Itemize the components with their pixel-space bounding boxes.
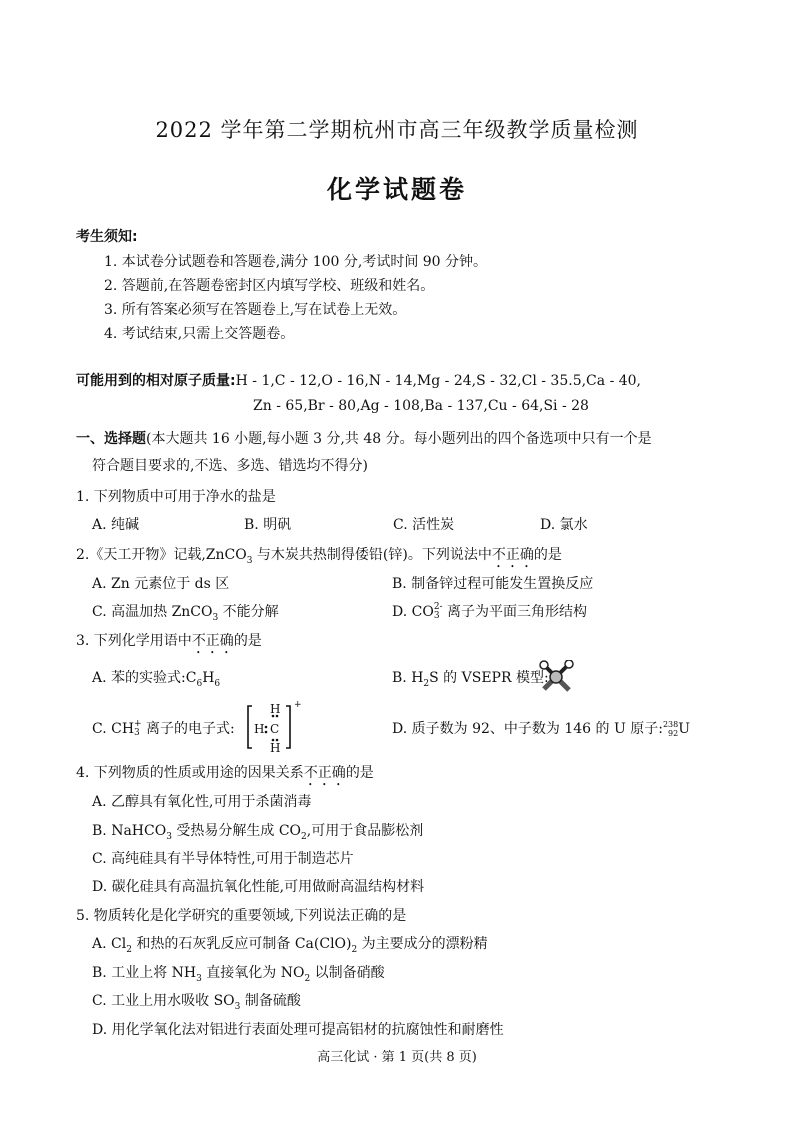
q2-stem-sub: 3	[246, 555, 253, 566]
q3-option-d-pre: D. 质子数为 92、中子数为 146 的 U 原子:	[392, 721, 663, 737]
q5-option-a-sub1: 2	[126, 944, 132, 955]
lewis-c: C	[270, 722, 280, 736]
q3-stem-pre: 3. 下列化学用语中	[76, 633, 192, 649]
section-1-heading: 一、选择题	[76, 431, 146, 447]
q1-option-c: C. 活性炭	[393, 517, 455, 533]
q1-option-a: A. 纯碱	[92, 517, 140, 533]
q3-option-a-pre: A. 苯的实验式:C	[92, 670, 197, 686]
q3-option-a	[92, 667, 220, 689]
q5-option-a-sub2: 2	[351, 944, 358, 955]
q2-option-b: B. 制备锌过程可能发生置换反应	[392, 576, 594, 592]
q3-stem-emphasis: 不正确	[191, 633, 234, 649]
q4-option-c: C. 高纯硅具有半导体特性,可用于制造芯片	[92, 851, 354, 867]
q4-stem-emphasis: 不正确	[303, 765, 346, 781]
lewis-h-left: H	[254, 722, 265, 736]
section-1-desc-1: (本大题共 16 小题,每小题 3 分,共 48 分。每小题列出的四个备选项中只有一个是	[146, 431, 652, 447]
page-subtitle: 化学试题卷	[326, 175, 467, 204]
q5-option-c-post: 制备硫酸	[240, 993, 301, 1009]
atomic-mass-label: 可能用到的相对原子质量:	[76, 373, 236, 389]
q3-option-b-pre: B. H	[392, 670, 424, 686]
q5-option-d: D. 用化学氧化法对铝进行表面处理可提高铝材的抗腐蚀性和耐磨性	[92, 1022, 504, 1038]
q5-option-c-sub: 3	[234, 1001, 241, 1012]
atomic-mass-line-1	[76, 370, 641, 390]
q3-option-c-sup: +	[134, 719, 142, 729]
q3-option-c	[92, 718, 235, 738]
q3-option-b	[392, 667, 549, 689]
q2-stem-mid: 与木炭共热制得倭铅(锌)。下列说法中	[252, 547, 492, 563]
notice-item-3: 3. 所有答案必须写在答题卷上,写在试卷上无效。	[104, 302, 407, 318]
page-footer: 高三化试 · 第 1 页(共 8 页)	[317, 1050, 477, 1065]
q2-option-d-pre: D. CO	[392, 604, 434, 620]
q3-option-a-sub2: 6	[214, 678, 221, 689]
atomic-mass-values-1: H - 1,C - 12,O - 16,N - 14,Mg - 24,S - 32,Cl - 35.5,Ca - 40,	[235, 373, 642, 389]
q5-option-a-pre: A. Cl	[92, 936, 127, 952]
q4-option-b-sub1: 3	[166, 831, 172, 842]
q2-option-c-sub: 3	[212, 612, 219, 623]
q3-option-a-mid: H	[202, 670, 215, 686]
lewis-h-top: H	[270, 702, 281, 716]
q3-stem-post: 的是	[233, 633, 262, 649]
q5-option-b-mid: 直接氧化为 NO	[201, 965, 305, 981]
q4-option-a: A. 乙醇具有氧化性,可用于杀菌消毒	[92, 794, 312, 810]
q5-option-a	[92, 933, 488, 955]
q2-option-d-post: 离子为平面三角形结构	[442, 604, 588, 620]
q4-stem-pre: 4. 下列物质的性质或用途的因果关系	[76, 765, 304, 781]
q1-option-d: D. 氯水	[540, 517, 588, 533]
q3-option-c-post: 离子的电子式:	[141, 721, 235, 737]
q3-option-d-atomic: 92	[668, 729, 679, 738]
q5-option-a-post: 为主要成分的漂粉精	[357, 936, 488, 952]
q2-option-d-sub: 3	[433, 611, 440, 621]
q2-option-c-pre: C. 高温加热 ZnCO	[92, 604, 213, 620]
q4-stem-post: 的是	[345, 765, 374, 781]
page-title: 2022 学年第二学期杭州市高三年级教学质量检测	[155, 118, 639, 142]
q2-stem-post: 的是	[533, 547, 562, 563]
notice-item-1: 1. 本试卷分试题卷和答题卷,满分 100 分,考试时间 90 分钟。	[104, 254, 488, 270]
q5-stem: 5. 物质转化是化学研究的重要领域,下列说法正确的是	[76, 908, 407, 924]
notice-heading: 考生须知:	[76, 229, 138, 245]
q3-option-b-sub: 2	[423, 678, 430, 689]
lewis-h-bottom: H	[270, 741, 281, 755]
q4-option-b	[92, 820, 423, 842]
ch3-lewis-structure	[246, 700, 306, 755]
q2-stem-emphasis: 不正确	[491, 547, 534, 563]
q5-option-b-post: 以制备硝酸	[310, 965, 385, 981]
q3-stem	[76, 630, 262, 657]
section-1-header	[76, 428, 652, 448]
q3-option-a-sub1: 6	[196, 678, 203, 689]
q2-option-c	[92, 601, 279, 623]
q1-stem: 1. 下列物质中可用于净水的盐是	[76, 489, 276, 505]
vsepr-model-icon	[538, 660, 574, 694]
q3-option-b-post: S 的 VSEPR 模型:	[429, 670, 549, 686]
q2-option-d	[392, 601, 587, 621]
notice-item-2: 2. 答题前,在答题卷密封区内填写学校、班级和姓名。	[104, 278, 435, 294]
q4-option-b-sub2: 2	[301, 831, 307, 842]
lewis-charge: +	[294, 700, 302, 710]
q5-option-c-pre: C. 工业上用水吸收 SO	[92, 993, 235, 1009]
q3-option-d-symbol: U	[678, 721, 691, 737]
q4-option-b-pre: B. NaHCO	[92, 823, 167, 839]
q1-option-b: B. 明矾	[244, 517, 292, 533]
q3-option-d-mass: 238	[662, 720, 679, 729]
q2-stem-pre: 2.《天工开物》记载,ZnCO	[76, 547, 247, 563]
q5-option-b-sub1: 3	[196, 973, 202, 984]
notice-item-4: 4. 考试结束,只需上交答题卷。	[104, 326, 295, 342]
q3-option-c-pre: C. CH	[92, 721, 135, 737]
q4-option-b-mid: 受热易分解生成 CO	[171, 823, 302, 839]
q2-option-d-sup: 2-	[433, 602, 443, 612]
q4-option-b-post: ,可用于食品膨松剂	[306, 823, 424, 839]
q5-option-a-mid: 和热的石灰乳反应可制备 Ca(ClO)	[131, 936, 352, 952]
q5-option-b-pre: B. 工业上将 NH	[92, 965, 197, 981]
q2-option-c-post: 不能分解	[218, 604, 279, 620]
atomic-mass-line-2: Zn - 65,Br - 80,Ag - 108,Ba - 137,Cu - 64,Si - 28	[253, 398, 589, 414]
section-1-desc-2: 符合题目要求的,不选、多选、错选均不得分)	[92, 458, 368, 474]
q3-option-d	[392, 718, 690, 738]
q2-stem	[76, 544, 562, 571]
q4-option-d: D. 碳化硅具有高温抗氧化性能,可用做耐高温结构材料	[92, 879, 425, 895]
q4-stem	[76, 762, 374, 789]
q5-option-b-sub2: 2	[304, 973, 311, 984]
q3-option-c-sub: 3	[134, 728, 140, 738]
q5-option-b	[92, 962, 385, 984]
q2-option-a: A. Zn 元素位于 ds 区	[92, 576, 230, 592]
q5-option-c	[92, 990, 301, 1012]
